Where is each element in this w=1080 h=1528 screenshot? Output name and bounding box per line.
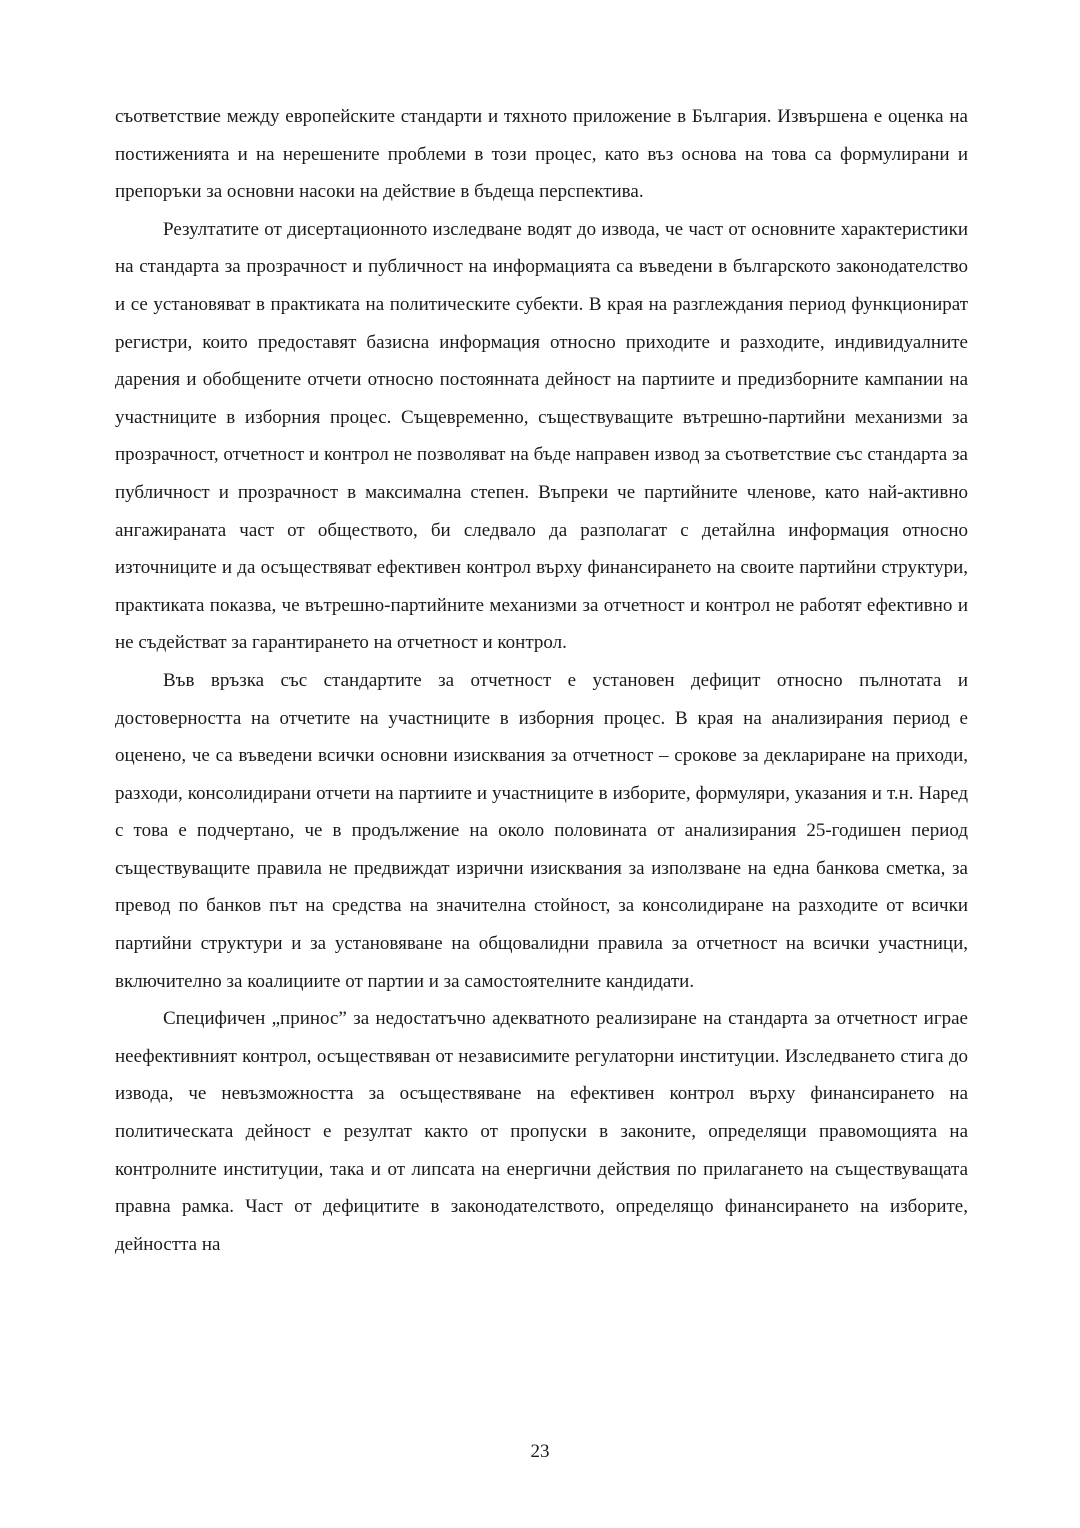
- paragraph-continuation: съответствие между европейските стандарти и тяхното приложение в България. Извършена е оценка на постиженията и на нерешените проблеми в този процес, като въз основа на това са формулирани и препоръки за основни насоки на действие в бъдеща перспектива.: [115, 106, 968, 203]
- page-number: 23: [530, 1441, 550, 1462]
- paragraph-ineffective-control: Специфичен „принос” за недостатъчно адекватното реализиране на стандарта за отчетност играе неефективният контрол, осъществяван от независимите регулаторни институции. Изследването стига до извода, че невъзможността за осъществяване на ефективен контрол върху финансирането на политическата дейност е резултат както от пропуски в законите, определящи правомощията на контролните институции, така и от липсата на енергични действия по прилагането на съществуващата правна рамка. Част от дефицитите в законодателството, определящо финансирането на изборите, дейността на: [115, 1008, 968, 1255]
- paragraph-transparency-findings: Резултатите от дисертационното изследване водят до извода, че част от основните характеристики на стандарта за прозрачност и публичност на информацията са въведени в българското законодателство и се установяват в практиката на политическите субекти. В края на разглеждания период функционират регистри, които предоставят базисна информация относно приходите и разходите, индивидуалните дарения и обобщените отчети относно постоянната дейност на партиите и предизборните кампании на участниците в изборния процес. Същевременно, съществуващите вътрешно-партийни механизми за прозрачност, отчетност и контрол не позволяват на бъде направен извод за съответствие със стандарта за публичност и прозрачност в максимална степен. Въпреки че партийните членове, като най-активно ангажираната част от обществото, би следвало да разполагат с детайлна информация относно източниците и да осъществяват ефективен контрол върху финансирането на своите партийни структури, практиката показва, че вътрешно-партийните механизми за отчетност и контрол не работят ефективно и не съдействат за гарантирането на отчетност и контрол.: [115, 218, 968, 654]
- body-text: [115, 98, 968, 1263]
- paragraph-accountability-standards: Във връзка със стандартите за отчетност е установен дефицит относно пълнотата и достоверността на отчетите на участниците в изборния процес. В края на анализирания период е оценено, че са въведени всички основни изисквания за отчетност – срокове за деклариране на приходи, разходи, консолидирани отчети на партиите и участниците в изборите, формуляри, указания и т.н. Наред с това е подчертано, че в продължение на около половината от анализирания 25-годишен период съществуващите правила не предвиждат изрични изисквания за използване на една банкова сметка, за превод по банков път на средства на значителна стойност, за консолидиране на разходите от всички партийни структури и за установяване на общовалидни правила за отчетност на всички участници, включително за коалициите от партии и за самостоятелните кандидати.: [115, 669, 968, 992]
